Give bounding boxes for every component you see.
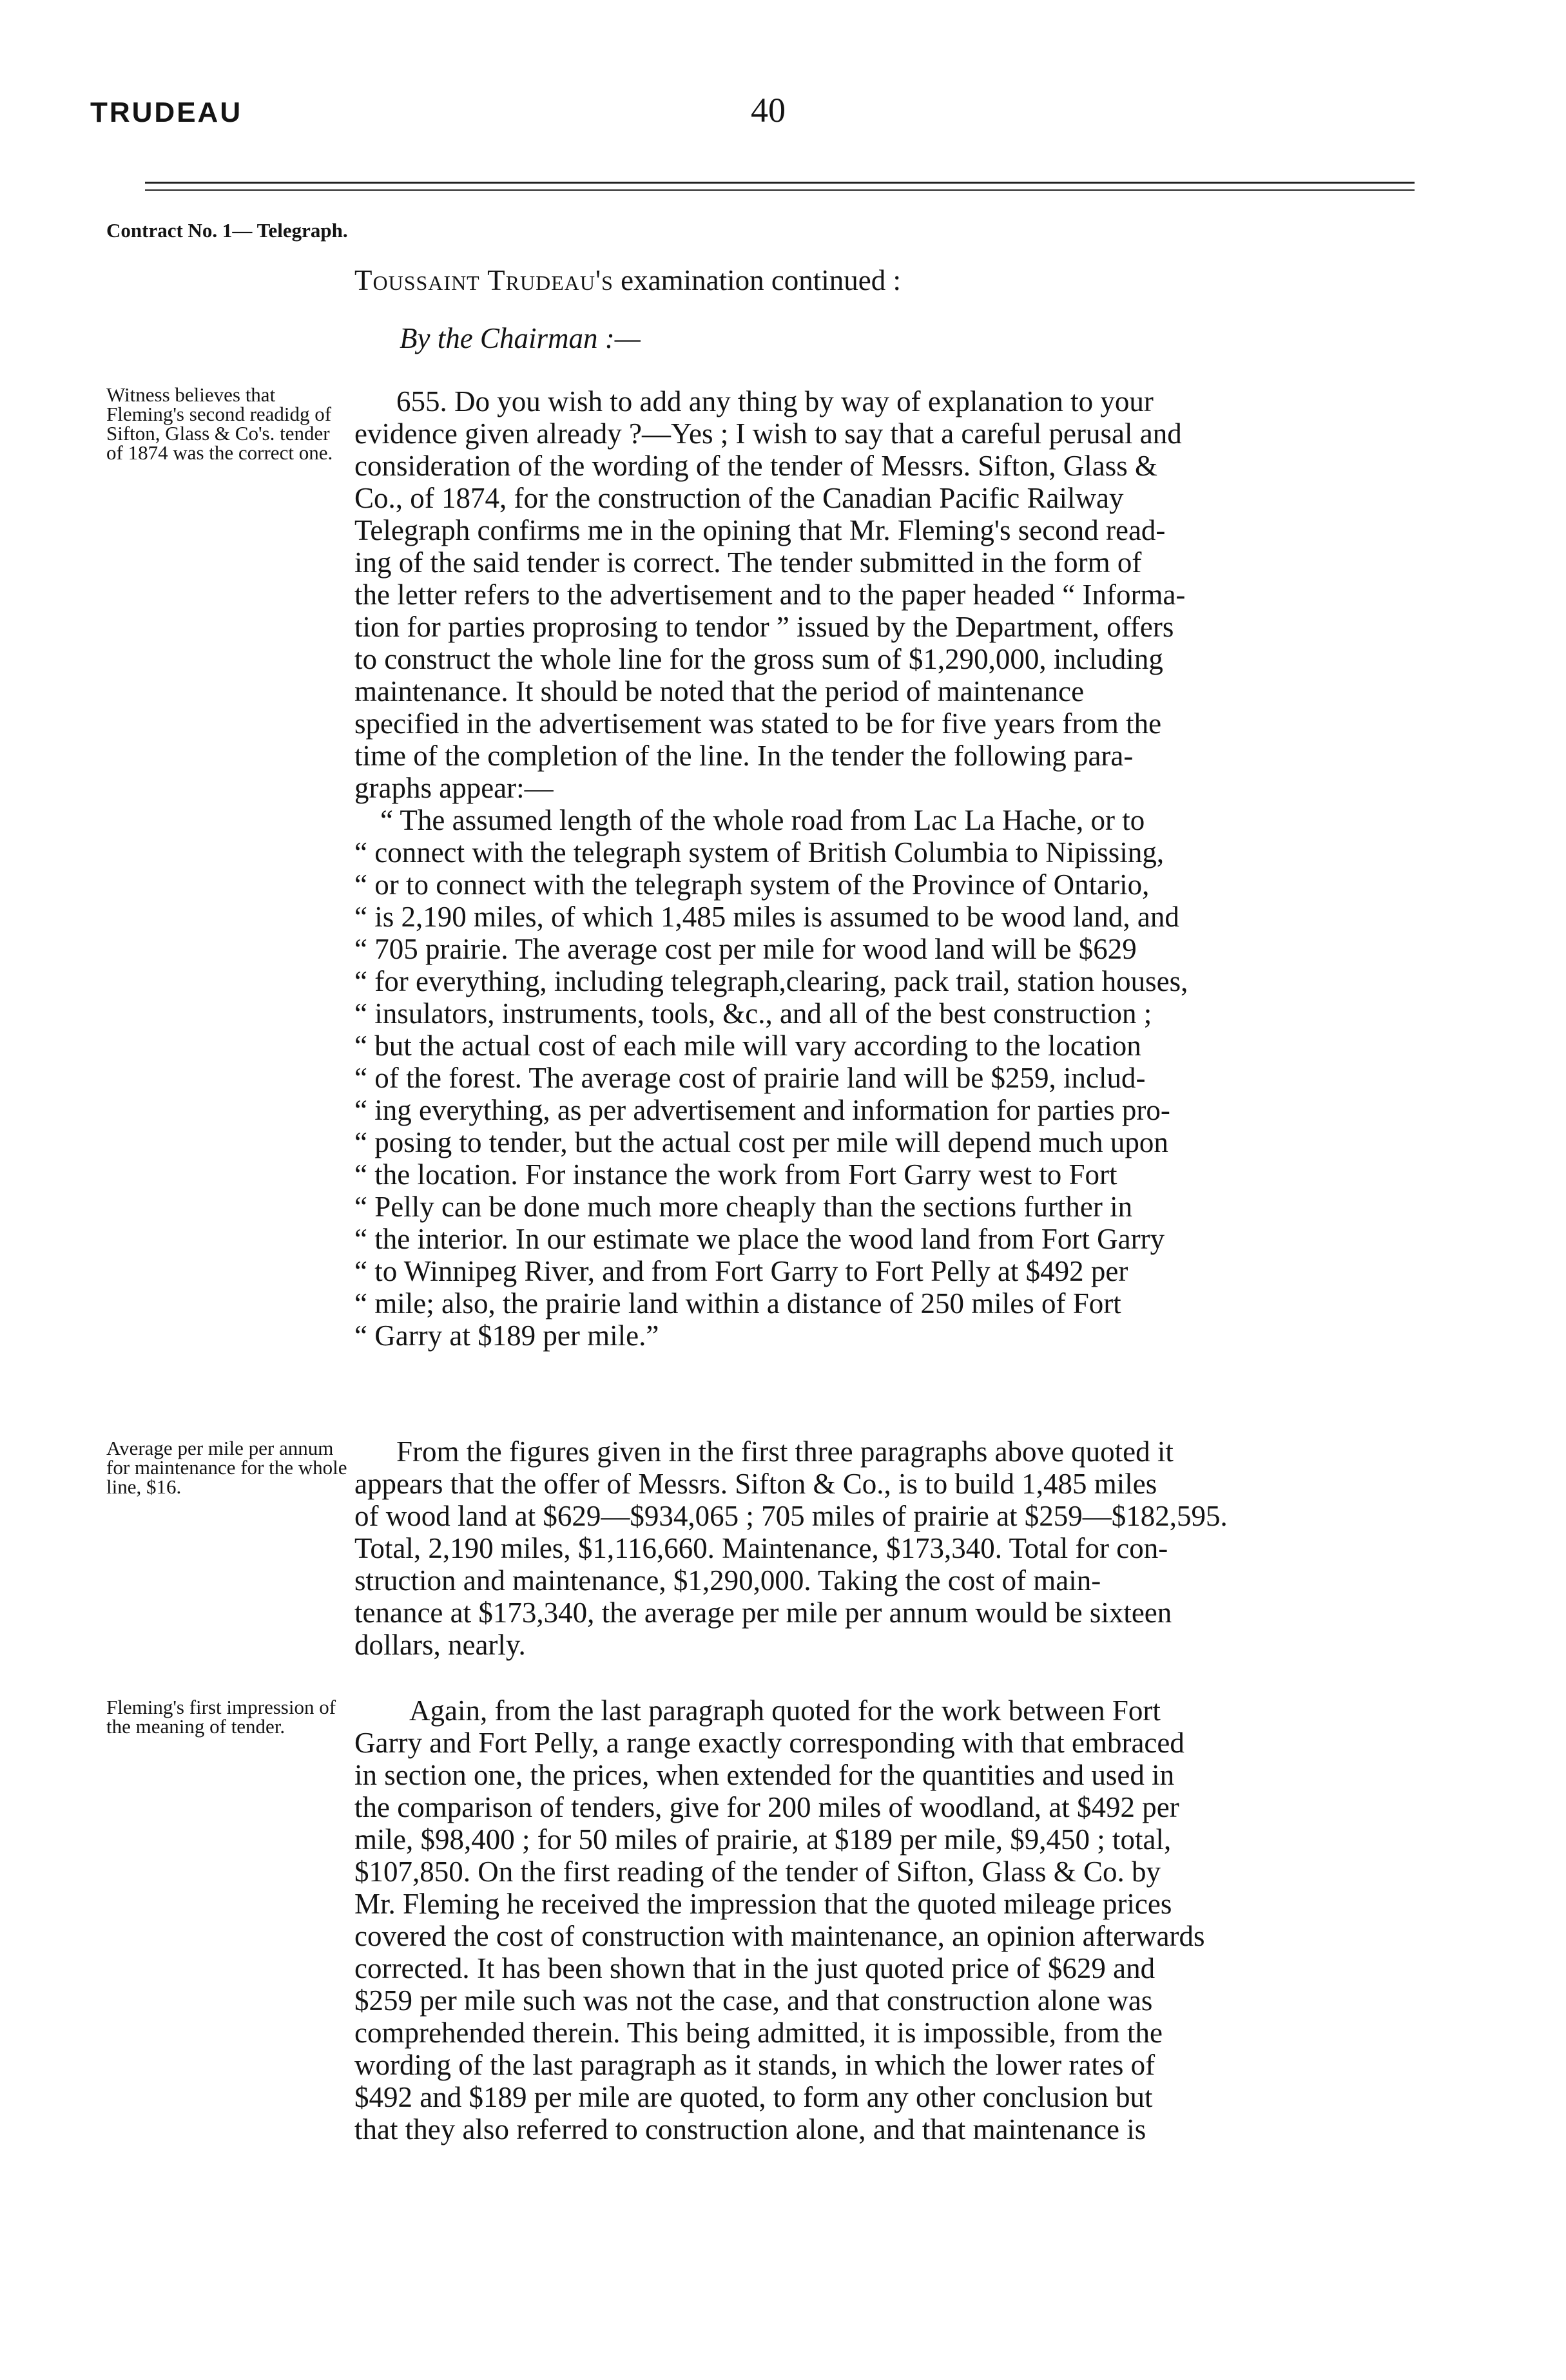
text-line: to construct the whole line for the gross sum of $1,290,000, including bbox=[354, 643, 1163, 675]
text-line: Mr. Fleming he received the impression that the quoted mileage prices bbox=[354, 1888, 1172, 1920]
text-line: From the figures given in the first three paragraphs above quoted it bbox=[396, 1435, 1174, 1468]
quote-line: “ to Winnipeg River, and from Fort Garry to Fort Pelly at $492 per bbox=[354, 1255, 1128, 1287]
text-line: time of the completion of the line. In the tender the following para- bbox=[354, 740, 1134, 772]
quote-line: “ 705 prairie. The average cost per mile for wood land will be $629 bbox=[354, 933, 1137, 965]
text-line: corrected. It has been shown that in the just quoted price of $629 and bbox=[354, 1952, 1155, 1984]
text-line: evidence given already ?—Yes ; I wish to say that a careful perusal and bbox=[354, 417, 1182, 450]
quote-line: “ mile; also, the prairie land within a distance of 250 miles of Fort bbox=[354, 1287, 1121, 1320]
text-line: in section one, the prices, when extended for the quantities and used in bbox=[354, 1759, 1175, 1791]
text-line: $259 per mile such was not the case, and that construction alone was bbox=[354, 1984, 1153, 2017]
quote-line: “ is 2,190 miles, of which 1,485 miles is assumed to be wood land, and bbox=[354, 901, 1179, 933]
examination-heading bbox=[354, 264, 1450, 296]
running-head: TRUDEAU bbox=[90, 97, 243, 128]
margin-note-average-maintenance: Average per mile per annum for maintenance for the whole line, $16. bbox=[106, 1437, 347, 1498]
quote-line: “ for everything, including telegraph,clearing, pack trail, station houses, bbox=[354, 965, 1188, 997]
paragraph-figures bbox=[354, 1435, 1450, 1661]
text-line: the comparison of tenders, give for 200 miles of woodland, at $492 per bbox=[354, 1791, 1179, 1823]
text-line: comprehended therein. This being admitted, it is impossible, from the bbox=[354, 2017, 1163, 2049]
text-line: wording of the last paragraph as it stands, in which the lower rates of bbox=[354, 2049, 1155, 2081]
text-line: of wood land at $629—$934,065 ; 705 miles of prairie at $259—$182,595. bbox=[354, 1500, 1228, 1532]
quote-line: “ the location. For instance the work from Fort Garry west to Fort bbox=[354, 1158, 1117, 1191]
question-655 bbox=[354, 385, 1450, 804]
text-line: tenance at $173,340, the average per mile per annum would be sixteen bbox=[354, 1597, 1172, 1629]
text-line: maintenance. It should be noted that the period of maintenance bbox=[354, 675, 1085, 707]
text-line: appears that the offer of Messrs. Sifton & Co., is to build 1,485 miles bbox=[354, 1468, 1157, 1500]
text-line: dollars, nearly. bbox=[354, 1629, 526, 1661]
margin-note-first-impression: Fleming's first impression of the meaning of tender. bbox=[106, 1696, 336, 1738]
quote-line: “ but the actual cost of each mile will vary according to the location bbox=[354, 1030, 1141, 1062]
text-line: Garry and Fort Pelly, a range exactly corresponding with that embraced bbox=[354, 1727, 1184, 1759]
text-line: ing of the said tender is correct. The tender submitted in the form of bbox=[354, 546, 1142, 579]
text-line: consideration of the wording of the tender of Messrs. Sifton, Glass & bbox=[354, 450, 1158, 482]
text-line: Co., of 1874, for the construction of the Canadian Pacific Railway bbox=[354, 482, 1124, 514]
text-line: 655. Do you wish to add any thing by way of explanation to your bbox=[396, 385, 1154, 417]
quote-line: “ Garry at $189 per mile.” bbox=[354, 1320, 659, 1352]
by-chairman: By the Chairman :— bbox=[400, 322, 641, 354]
text-line: Total, 2,190 miles, $1,116,660. Maintenance, $173,340. Total for con- bbox=[354, 1532, 1168, 1564]
tender-quotation bbox=[354, 804, 1450, 1352]
quote-line: “ or to connect with the telegraph system of the Province of Ontario, bbox=[354, 869, 1150, 901]
text-line: specified in the advertisement was stated to be for five years from the bbox=[354, 707, 1162, 740]
header-rule-thin bbox=[145, 189, 1415, 191]
header-rule bbox=[145, 182, 1415, 184]
text-line: mile, $98,400 ; for 50 miles of prairie, at $189 per mile, $9,450 ; total, bbox=[354, 1823, 1172, 1856]
quote-line: “ The assumed length of the whole road from Lac La Hache, or to bbox=[380, 804, 1145, 836]
text-line: Again, from the last paragraph quoted for the work between Fort bbox=[409, 1694, 1161, 1727]
quote-line: “ connect with the telegraph system of British Columbia to Nipissing, bbox=[354, 836, 1165, 869]
text-line: covered the cost of construction with maintenance, an opinion afterwards bbox=[354, 1920, 1205, 1952]
margin-note-witness-believes: Witness believes that Fleming's second readidg of Sifton, Glass & Co's. tender of 1874 was the correct one. bbox=[106, 383, 333, 464]
text-line: the letter refers to the advertisement and to the paper headed “ Informa- bbox=[354, 579, 1186, 611]
quote-line: “ ing everything, as per advertisement and information for parties pro- bbox=[354, 1094, 1170, 1126]
text-line: tion for parties proprosing to tendor ” issued by the Department, offers bbox=[354, 611, 1174, 643]
quote-line: “ of the forest. The average cost of prairie land will be $259, includ- bbox=[354, 1062, 1146, 1094]
quote-line: “ Pelly can be done much more cheaply than the sections further in bbox=[354, 1191, 1133, 1223]
text-line: struction and maintenance, $1,290,000. Taking the cost of main- bbox=[354, 1564, 1101, 1597]
examination-continued: examination continued : bbox=[613, 264, 902, 296]
text-line: graphs appear:— bbox=[354, 772, 554, 804]
text-line: that they also referred to construction alone, and that maintenance is bbox=[354, 2113, 1146, 2145]
text-line: $107,850. On the first reading of the tender of Sifton, Glass & Co. by bbox=[354, 1856, 1161, 1888]
witness-name: Toussaint Trudeau's bbox=[354, 264, 614, 296]
paragraph-again bbox=[354, 1694, 1450, 2145]
quote-line: “ insulators, instruments, tools, &c., and all of the best construction ; bbox=[354, 997, 1152, 1030]
text-line: Telegraph confirms me in the opining that Mr. Fleming's second read- bbox=[354, 514, 1166, 546]
quote-line: “ the interior. In our estimate we place the wood land from Fort Garry bbox=[354, 1223, 1165, 1255]
page-number: 40 bbox=[751, 91, 786, 130]
quote-line: “ posing to tender, but the actual cost per mile will depend much upon bbox=[354, 1126, 1168, 1158]
text-line: $492 and $189 per mile are quoted, to form any other conclusion but bbox=[354, 2081, 1153, 2113]
margin-note-contract: Contract No. 1— Telegraph. bbox=[106, 219, 348, 242]
